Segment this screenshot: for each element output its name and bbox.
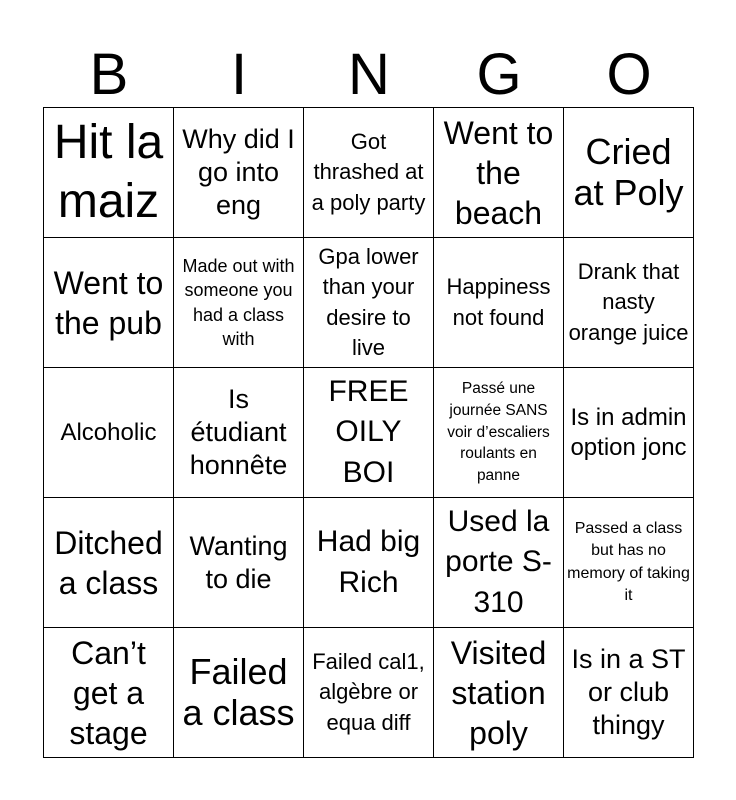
bingo-cell-r3-c4[interactable] [564, 498, 694, 628]
cell-text: Failed cal1, algèbre or equa diff [312, 648, 425, 735]
cell-text: Gpa lower than your desire to live [318, 243, 419, 360]
bingo-cell-r1-c4[interactable] [564, 238, 694, 368]
bingo-cell-r1-c2[interactable] [304, 238, 434, 368]
cell-text: Failed a class [182, 651, 295, 733]
header-letter-o: O [606, 42, 652, 107]
bingo-cell-r0-c3[interactable] [434, 108, 564, 238]
bingo-cell-r3-c2[interactable] [304, 498, 434, 628]
cell-text: Went to the beach [443, 114, 554, 231]
cell-text: FREE OILY BOI [328, 374, 409, 489]
bingo-cell-r2-c0[interactable] [44, 368, 174, 498]
bingo-cell-r0-c1[interactable] [174, 108, 304, 238]
bingo-cell-r4-c0[interactable] [44, 628, 174, 758]
bingo-cell-r2-c1[interactable] [174, 368, 304, 498]
cell-text: Used la porte S-310 [445, 504, 552, 619]
bingo-cell-r2-c3[interactable] [434, 368, 564, 498]
bingo-cell-r0-c4[interactable] [564, 108, 694, 238]
cell-text: Had big Rich [316, 525, 421, 599]
cell-text: Why did I go into eng [182, 124, 295, 220]
bingo-cell-r4-c4[interactable] [564, 628, 694, 758]
cell-text: Is in admin option jonc [570, 403, 687, 461]
bingo-cell-r3-c0[interactable] [44, 498, 174, 628]
bingo-cell-r3-c1[interactable] [174, 498, 304, 628]
bingo-cell-r0-c2[interactable] [304, 108, 434, 238]
bingo-cell-r1-c3[interactable] [434, 238, 564, 368]
bingo-cell-r1-c0[interactable] [44, 238, 174, 368]
bingo-cell-r0-c0[interactable] [44, 108, 174, 238]
bingo-cell-r2-c4[interactable] [564, 368, 694, 498]
cell-text: Went to the pub [53, 264, 164, 341]
bingo-cell-r4-c2[interactable] [304, 628, 434, 758]
cell-text: Hit la maiz [53, 115, 164, 228]
cell-text: Happiness not found [446, 274, 551, 330]
cell-text: Passé une journée SANS voir d’escaliers roulants en panne [447, 380, 550, 485]
cell-text: Made out with someone you had a class with [182, 255, 295, 349]
cell-text: Can’t get a stage [69, 634, 148, 751]
cell-text: Alcoholic [60, 418, 157, 446]
cell-text: Cried at Poly [573, 131, 684, 213]
header-letter-b: B [89, 42, 129, 107]
bingo-header [44, 42, 694, 108]
bingo-cell-r4-c3[interactable] [434, 628, 564, 758]
bingo-cell-r3-c3[interactable] [434, 498, 564, 628]
header-letter-n: N [348, 42, 390, 107]
bingo-cell-r4-c1[interactable] [174, 628, 304, 758]
cell-text: Wanting to die [189, 530, 288, 594]
header-letter-g: G [476, 42, 522, 107]
cell-text: Got thrashed at a poly party [311, 128, 426, 215]
cell-text: Is étudiant honnête [189, 384, 288, 480]
header-letter-i: I [230, 42, 248, 107]
cell-text: Visited station poly [450, 634, 547, 751]
bingo-board [43, 107, 694, 758]
cell-text: Ditched a class [54, 524, 163, 601]
cell-text: Passed a class but has no memory of taking it [567, 520, 690, 604]
bingo-cell-r1-c1[interactable] [174, 238, 304, 368]
cell-text: Drank that nasty orange juice [568, 258, 689, 345]
bingo-cell-r2-c2[interactable] [304, 368, 434, 498]
cell-text: Is in a ST or club thingy [571, 644, 686, 740]
